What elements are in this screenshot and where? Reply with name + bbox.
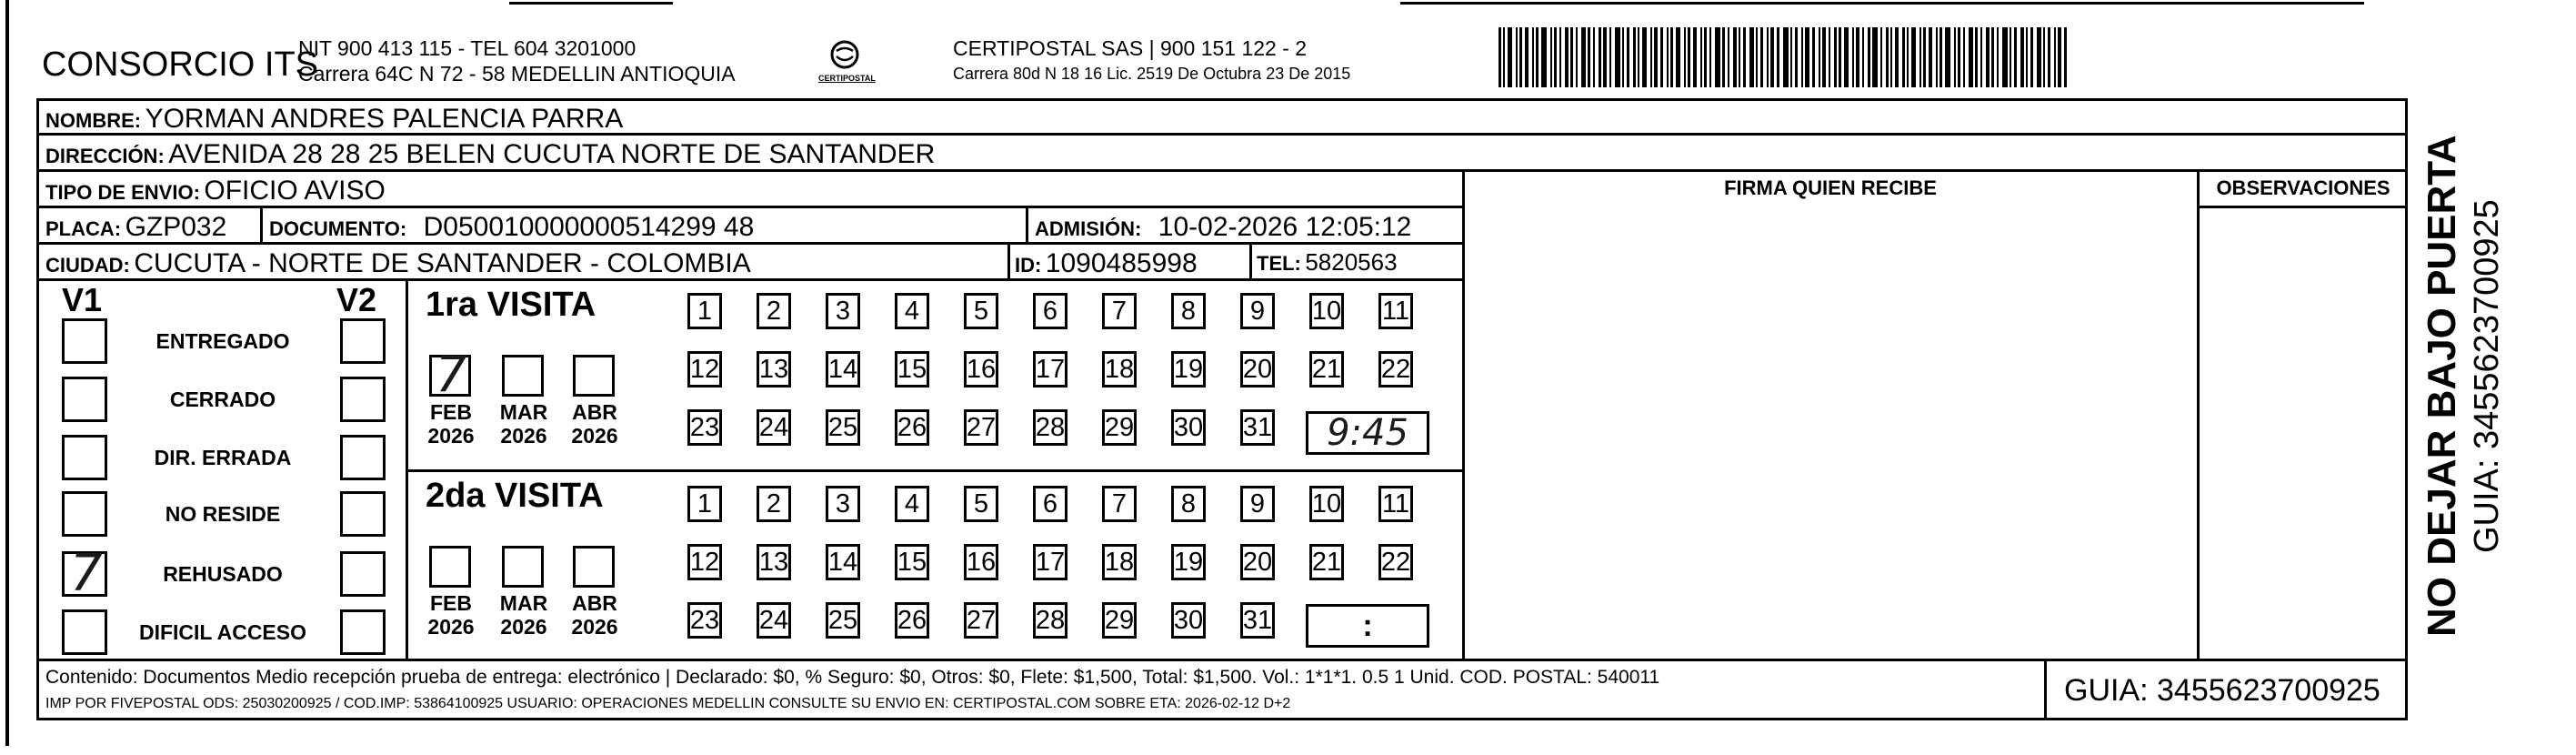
day-box[interactable]: 8	[1171, 293, 1206, 329]
day-box[interactable]: 30	[1171, 602, 1206, 639]
barcode-bar	[1767, 27, 1769, 87]
status-label: REHUSADO	[163, 562, 283, 586]
barcode-bar	[1812, 27, 1815, 87]
day-box[interactable]: 19	[1171, 544, 1206, 580]
day-box[interactable]: 2	[757, 486, 791, 522]
day-box[interactable]: 22	[1378, 351, 1413, 388]
v2-checkbox[interactable]	[340, 435, 386, 480]
barcode-bar	[2002, 27, 2008, 87]
month-label: ABR	[572, 400, 617, 424]
day-box[interactable]: 16	[964, 544, 998, 580]
v1-handwritten-mark: 7	[70, 544, 103, 603]
barcode-bar	[1770, 27, 1774, 87]
v1-checkbox[interactable]	[62, 491, 107, 537]
col-line	[1462, 169, 1465, 660]
status-label: ENTREGADO	[155, 329, 290, 353]
tel-value: 5820563	[1305, 248, 1398, 276]
barcode-bar	[1911, 27, 1916, 87]
barcode-bar	[1508, 27, 1512, 87]
day-box[interactable]: 15	[895, 544, 929, 580]
col-line	[2044, 659, 2047, 720]
barcode-bar	[1795, 27, 1798, 87]
document-row	[269, 214, 754, 241]
barcode-bar	[1733, 27, 1737, 87]
barcode-bar	[1541, 27, 1547, 87]
barcode-bar	[2026, 27, 2028, 87]
v1-checkbox[interactable]	[62, 609, 107, 655]
year-label: 2026	[500, 424, 547, 448]
day-box[interactable]: 29	[1102, 602, 1137, 639]
day-box[interactable]: 12	[687, 351, 722, 388]
barcode-bar	[1822, 27, 1826, 87]
day-box[interactable]: 5	[964, 486, 998, 522]
visit1-title: 1ra VISITA	[426, 286, 596, 324]
year-label: 2026	[571, 615, 618, 639]
barcode-bar	[1991, 27, 1994, 87]
footer-guide: GUIA: 3455623700925	[2064, 673, 2381, 708]
barcode-bar	[1777, 27, 1779, 87]
visit2-title: 2da VISITA	[426, 477, 604, 515]
barcode-bar	[1868, 27, 1870, 87]
v2-checkbox[interactable]	[340, 609, 386, 655]
day-box[interactable]: 4	[895, 293, 929, 329]
day-box[interactable]: 27	[964, 409, 998, 446]
barcode-bar	[2048, 27, 2050, 87]
barcode-bar	[1722, 27, 1725, 87]
barcode-bar	[1749, 27, 1754, 87]
carrier-address: Carrera 80d N 18 16 Lic. 2519 De Octubra 23 De 2015	[953, 65, 1351, 83]
barcode-bar	[1954, 27, 1956, 87]
day-box[interactable]: 4	[895, 486, 929, 522]
v2-checkbox[interactable]	[340, 318, 386, 364]
month-checkbox[interactable]	[573, 546, 615, 588]
day-box[interactable]: 10	[1309, 293, 1344, 329]
barcode-bar	[1536, 27, 1539, 87]
day-box[interactable]: 15	[895, 351, 929, 388]
day-box[interactable]: 8	[1171, 486, 1206, 522]
barcode-bar	[1969, 27, 1973, 87]
day-box[interactable]: 28	[1033, 602, 1067, 639]
barcode-bar	[1872, 27, 1878, 87]
observations-area[interactable]	[2200, 209, 2406, 657]
id-label: ID:	[1015, 254, 1042, 277]
logo-label: CERTIPOSTAL	[818, 74, 876, 83]
barcode-bar	[1805, 27, 1809, 87]
barcode-bar	[1660, 27, 1663, 87]
v2-checkbox[interactable]	[340, 377, 386, 422]
day-box[interactable]: 1	[687, 293, 722, 329]
tel-label: TEL:	[1257, 252, 1301, 275]
visit2-time: :	[1362, 609, 1373, 643]
signature-area[interactable]	[1466, 209, 2195, 657]
barcode-bar	[1554, 27, 1557, 87]
barcode-bar	[2010, 27, 2011, 87]
barcode-bar	[1633, 27, 1636, 87]
v1-label: V1	[62, 281, 103, 318]
barcode-bar	[1963, 27, 1965, 87]
address-row	[45, 141, 935, 168]
admission-label: ADMISIÓN:	[1035, 217, 1142, 240]
day-box[interactable]: 30	[1171, 409, 1206, 446]
visit-divider	[406, 469, 1464, 472]
day-box[interactable]: 28	[1033, 409, 1067, 446]
barcode-bar	[1650, 27, 1652, 87]
day-box[interactable]: 26	[895, 602, 929, 639]
barcode-bar	[1975, 27, 1978, 87]
day-box[interactable]: 31	[1240, 409, 1275, 446]
barcode-bar	[1929, 27, 1932, 87]
barcode-bar	[1923, 27, 1926, 87]
barcode-bar	[1525, 27, 1529, 87]
observations-header: OBSERVACIONES	[2216, 176, 2391, 199]
day-box[interactable]: 18	[1102, 544, 1137, 580]
barcode-bar	[1588, 27, 1590, 87]
day-box[interactable]: 12	[687, 544, 722, 580]
barcode-bar	[2054, 27, 2056, 87]
day-box[interactable]: 20	[1240, 544, 1275, 580]
status-label: CERRADO	[169, 388, 276, 411]
barcode-bar	[1676, 27, 1680, 87]
day-box[interactable]: 14	[826, 544, 860, 580]
barcode-bar	[1940, 27, 1942, 87]
day-box[interactable]: 18	[1102, 351, 1137, 388]
id-row	[1015, 250, 1198, 277]
certipostal-logo	[817, 36, 876, 89]
name-value: YORMAN ANDRES PALENCIA PARRA	[145, 104, 624, 134]
year-label: 2026	[427, 424, 475, 448]
city-value: CUCUTA - NORTE DE SANTANDER - COLOMBIA	[134, 248, 751, 278]
visit1-time: 9:45	[1327, 412, 1408, 454]
type-row	[45, 177, 386, 205]
barcode-bar	[1839, 27, 1841, 87]
visit2-time-box[interactable]	[1306, 604, 1429, 648]
day-box[interactable]: 7	[1102, 293, 1137, 329]
col-line	[1026, 206, 1028, 244]
day-box[interactable]: 13	[757, 351, 791, 388]
barcode-bar	[1743, 27, 1746, 87]
no-dejar-warning: NO DEJAR BAJO PUERTA	[2420, 135, 2464, 637]
v2-label: V2	[336, 281, 377, 318]
col-line	[1007, 242, 1010, 280]
v2-checkbox[interactable]	[340, 491, 386, 537]
day-box[interactable]: 25	[826, 409, 860, 446]
plate-value: GZP032	[125, 212, 227, 242]
status-label: NO RESIDE	[165, 502, 281, 526]
v2-checkbox[interactable]	[340, 551, 386, 597]
day-box[interactable]: 6	[1033, 293, 1067, 329]
barcode-bar	[1603, 27, 1607, 87]
day-box[interactable]: 21	[1309, 351, 1344, 388]
top-rule	[1400, 2, 2364, 5]
barcode-bar	[1593, 27, 1595, 87]
barcode-bar	[1829, 27, 1830, 87]
barcode-bar	[1862, 27, 1864, 87]
top-rule	[509, 2, 673, 5]
month-handwritten-mark: 7	[436, 346, 467, 403]
barcode-bar	[2064, 27, 2067, 87]
day-box[interactable]: 13	[757, 544, 791, 580]
month-label: ABR	[572, 591, 617, 615]
barcode-bar	[1756, 27, 1758, 87]
month-checkbox[interactable]	[429, 346, 471, 403]
year-label: 2026	[427, 615, 475, 639]
day-box[interactable]: 1	[687, 486, 722, 522]
day-box[interactable]: 31	[1240, 602, 1275, 639]
barcode-bar	[1550, 27, 1552, 87]
barcode-bar	[1936, 27, 1938, 87]
row-line	[36, 206, 1464, 208]
barcode-bar	[1638, 27, 1639, 87]
barcode-bar	[1700, 27, 1702, 87]
barcode-bar	[1565, 27, 1569, 87]
plate-row	[45, 214, 226, 241]
day-box[interactable]: 11	[1378, 293, 1413, 329]
document-value: D050010000000514299 48	[423, 212, 755, 242]
month-label: FEB	[430, 400, 472, 424]
month-label: MAR	[499, 400, 548, 424]
barcode-bar	[1622, 27, 1624, 87]
admission-row	[1035, 214, 1411, 241]
footer-content: Contenido: Documentos Medio recepción prueba de entrega: electrónico | Declarado: $0, % Seguro: $0, Otros: $0, Flete: $1,500, Total: $1,500. Vol.: 1*1*1. 0.5 1 Unid. COD. POSTAL: 540011	[45, 667, 1660, 688]
tel-row	[1257, 250, 1398, 274]
barcode-bar	[1783, 27, 1789, 87]
month-label: MAR	[499, 591, 548, 615]
barcode-bar	[2014, 27, 2017, 87]
visit1-time-box[interactable]	[1306, 411, 1429, 455]
v1-checkbox[interactable]	[62, 544, 107, 603]
barcode-bar	[1519, 27, 1522, 87]
day-box[interactable]: 24	[757, 409, 791, 446]
day-box[interactable]: 17	[1033, 544, 1067, 580]
day-box[interactable]: 7	[1102, 486, 1137, 522]
barcode-bar	[2043, 27, 2045, 87]
day-box[interactable]: 2	[757, 293, 791, 329]
barcode-bar	[1834, 27, 1837, 87]
day-box[interactable]: 25	[826, 602, 860, 639]
barcode-bar	[1627, 27, 1629, 87]
barcode-bar	[1670, 27, 1673, 87]
barcode-bar	[1760, 27, 1763, 87]
barcode-bar	[1609, 27, 1611, 87]
barcode-bar	[1709, 27, 1711, 87]
day-box[interactable]: 27	[964, 602, 998, 639]
day-box[interactable]: 3	[826, 486, 860, 522]
barcode-bar	[1844, 27, 1849, 87]
city-row	[45, 250, 751, 277]
barcode-bar	[1581, 27, 1586, 87]
address-value: AVENIDA 28 28 25 BELEN CUCUTA NORTE DE SANTANDER	[168, 139, 936, 169]
barcode-bar	[1532, 27, 1534, 87]
v1-checkbox[interactable]	[62, 435, 107, 480]
day-box[interactable]: 5	[964, 293, 998, 329]
barcode-bar	[1728, 27, 1729, 87]
side-guide: GUIA: 3455623700925	[2468, 199, 2506, 553]
day-box[interactable]: 14	[826, 351, 860, 388]
day-box[interactable]: 19	[1171, 351, 1206, 388]
name-row	[45, 106, 623, 133]
barcode-bar	[1907, 27, 1909, 87]
month-checkbox[interactable]	[502, 546, 544, 588]
year-label: 2026	[571, 424, 618, 448]
barcode-bar	[1856, 27, 1859, 87]
barcode-bar	[1667, 27, 1669, 87]
barcode-bar	[1516, 27, 1518, 87]
month-checkbox[interactable]	[573, 355, 615, 397]
company-nit: NIT 900 413 115 - TEL 604 3201000	[298, 36, 636, 60]
barcode-bar	[1895, 27, 1899, 87]
barcode-bar	[1570, 27, 1573, 87]
barcode-bar	[1693, 27, 1697, 87]
month-checkbox[interactable]	[502, 355, 544, 397]
col-line	[2197, 169, 2200, 660]
barcode-bar	[2037, 27, 2041, 87]
barcode-bar	[1997, 27, 1999, 87]
col-line	[260, 206, 263, 244]
col-line	[1249, 242, 1252, 280]
day-box[interactable]: 23	[687, 409, 722, 446]
status-label: DIR. ERRADA	[154, 446, 292, 469]
month-label: FEB	[430, 591, 472, 615]
city-label: CIUDAD:	[45, 254, 130, 277]
row-line	[36, 659, 2408, 661]
day-box[interactable]: 16	[964, 351, 998, 388]
month-checkbox[interactable]	[429, 546, 471, 588]
barcode-bar	[2020, 27, 2024, 87]
barcode-bar	[1801, 27, 1803, 87]
id-value: 1090485998	[1045, 248, 1198, 278]
barcode-bar	[2058, 27, 2061, 87]
barcode-bar	[1890, 27, 1892, 87]
barcode-bar	[1739, 27, 1740, 87]
document-label: DOCUMENTO:	[269, 217, 407, 240]
barcode-bar	[1880, 27, 1882, 87]
year-label: 2026	[500, 615, 547, 639]
barcode-bar	[1599, 27, 1601, 87]
barcode-bar	[1852, 27, 1854, 87]
day-box[interactable]: 9	[1240, 486, 1275, 522]
day-box[interactable]: 6	[1033, 486, 1067, 522]
barcode	[1498, 27, 2222, 87]
barcode-bar	[1980, 27, 1982, 87]
row-line	[36, 169, 2408, 172]
day-box[interactable]: 9	[1240, 293, 1275, 329]
barcode-bar	[1819, 27, 1820, 87]
row-line	[2197, 206, 2408, 208]
barcode-bar	[1654, 27, 1658, 87]
barcode-bar	[1684, 27, 1686, 87]
address-label: DIRECCIÓN:	[45, 145, 165, 167]
v1-checkbox[interactable]	[62, 318, 107, 364]
day-box[interactable]: 22	[1378, 544, 1413, 580]
carrier-name: CERTIPOSTAL SAS | 900 151 122 - 2	[953, 36, 1308, 60]
day-box[interactable]: 23	[687, 602, 722, 639]
barcode-bar	[1576, 27, 1578, 87]
company-address: Carrera 64C N 72 - 58 MEDELLIN ANTIOQUIA	[298, 62, 736, 86]
day-box[interactable]: 29	[1102, 409, 1137, 446]
barcode-bar	[1790, 27, 1792, 87]
day-box[interactable]: 20	[1240, 351, 1275, 388]
barcode-bar	[1715, 27, 1720, 87]
barcode-bar	[1615, 27, 1620, 87]
barcode-bar	[1919, 27, 1921, 87]
barcode-bar	[1498, 27, 1501, 87]
day-box[interactable]: 17	[1033, 351, 1067, 388]
day-box[interactable]: 11	[1378, 486, 1413, 522]
day-box[interactable]: 21	[1309, 544, 1344, 580]
footer-imp: IMP POR FIVEPOSTAL ODS: 25030200925 / COD.IMP: 53864100925 USUARIO: OPERACIONES MEDELLIN CONSULTE SU ENVIO EN: CERTIPOSTAL.COM SOBRE ETA: 2026-02-12 D+2	[45, 696, 1291, 711]
day-box[interactable]: 24	[757, 602, 791, 639]
barcode-bar	[2030, 27, 2033, 87]
barcode-bar	[1886, 27, 1889, 87]
barcode-bar	[1958, 27, 1960, 87]
barcode-bar	[1704, 27, 1707, 87]
status-label: DIFICIL ACCESO	[138, 620, 306, 644]
type-label: TIPO DE ENVIO:	[45, 181, 200, 204]
day-box[interactable]: 10	[1309, 486, 1344, 522]
barcode-bar	[1559, 27, 1561, 87]
day-box[interactable]: 3	[826, 293, 860, 329]
barcode-bar	[1986, 27, 1990, 87]
name-label: NOMBRE:	[45, 109, 142, 132]
barcode-bar	[1642, 27, 1647, 87]
barcode-bar	[1688, 27, 1690, 87]
day-box[interactable]: 26	[895, 409, 929, 446]
v1-checkbox[interactable]	[62, 377, 107, 422]
left-rule	[5, 0, 9, 746]
type-value: OFICIO AVISO	[204, 176, 386, 206]
signature-header: FIRMA QUIEN RECIBE	[1724, 176, 1937, 199]
company-name: CONSORCIO ITS	[42, 45, 319, 84]
barcode-bar	[1503, 27, 1505, 87]
barcode-bar	[1945, 27, 1950, 87]
barcode-bar	[1902, 27, 1905, 87]
plate-label: PLACA:	[45, 217, 122, 240]
admission-value: 10-02-2026 12:05:12	[1158, 212, 1412, 242]
